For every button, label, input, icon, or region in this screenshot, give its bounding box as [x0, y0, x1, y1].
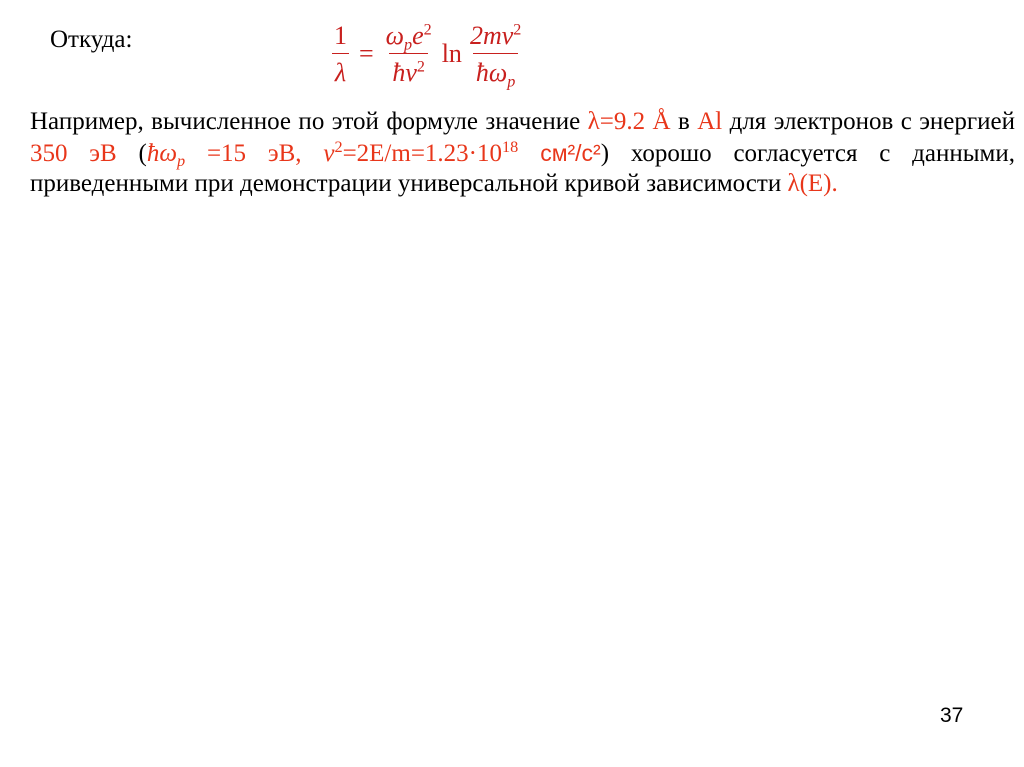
p-subscript: p — [507, 73, 516, 91]
equals-sign: = — [359, 39, 374, 68]
formula — [328, 6, 527, 102]
lambda-symbol: λ — [334, 57, 347, 87]
text-segment: для электронов с энергией — [722, 108, 1016, 135]
ln-operator: ln — [441, 39, 462, 68]
text-segment: ) хорошо согласуется с данными, приведенными при демонстрации универсальной кривой зависимости — [30, 139, 1015, 197]
p-subscript: p — [177, 151, 186, 170]
plasmon-energy: =15 эВ, — [185, 139, 324, 167]
velocity-expression: =2E/m=1.23·10 — [342, 139, 502, 167]
lhs-denominator — [332, 53, 349, 88]
lambda-value: λ=9.2 Å — [587, 108, 671, 135]
omega-symbol: ω — [385, 20, 405, 50]
log-argument-fraction — [467, 20, 524, 91]
energy-value: 350 эВ — [30, 139, 117, 167]
e-symbol: e — [412, 20, 424, 50]
nu-symbol: ν — [405, 57, 417, 87]
v-symbol: v — [323, 139, 335, 167]
hbar-omega-symbol: ħω — [146, 139, 178, 167]
units-text: см²/с² — [518, 139, 601, 166]
v-exponent: 2 — [513, 20, 522, 38]
text-segment: ( — [116, 139, 147, 167]
element-symbol: Al — [697, 108, 723, 135]
e-exponent: 2 — [423, 20, 432, 38]
two-mv-text: 2mv — [469, 20, 514, 50]
hbar-symbol: ħ — [392, 57, 406, 87]
middle-denominator — [389, 53, 428, 88]
intro-label: Откуда: — [50, 26, 133, 53]
hbar-omega-symbol: ħω — [475, 57, 508, 87]
body-paragraph — [30, 107, 1015, 200]
text-segment: в — [670, 108, 698, 135]
text-segment: Например, вычисленное по этой формуле значение — [30, 108, 588, 135]
v-exponent: 2 — [334, 137, 343, 156]
lambda-of-e: λ(E). — [787, 170, 838, 197]
log-numerator — [467, 21, 524, 53]
log-denominator — [473, 53, 518, 91]
page-number: 37 — [940, 704, 964, 727]
p-subscript: p — [404, 36, 413, 54]
power-exponent: 18 — [502, 137, 519, 156]
lhs-fraction — [331, 21, 350, 88]
lhs-numerator: 1 — [334, 20, 347, 50]
middle-fraction — [383, 21, 435, 88]
middle-numerator — [383, 21, 435, 53]
physics-expression — [146, 137, 601, 170]
nu-exponent: 2 — [416, 57, 425, 75]
